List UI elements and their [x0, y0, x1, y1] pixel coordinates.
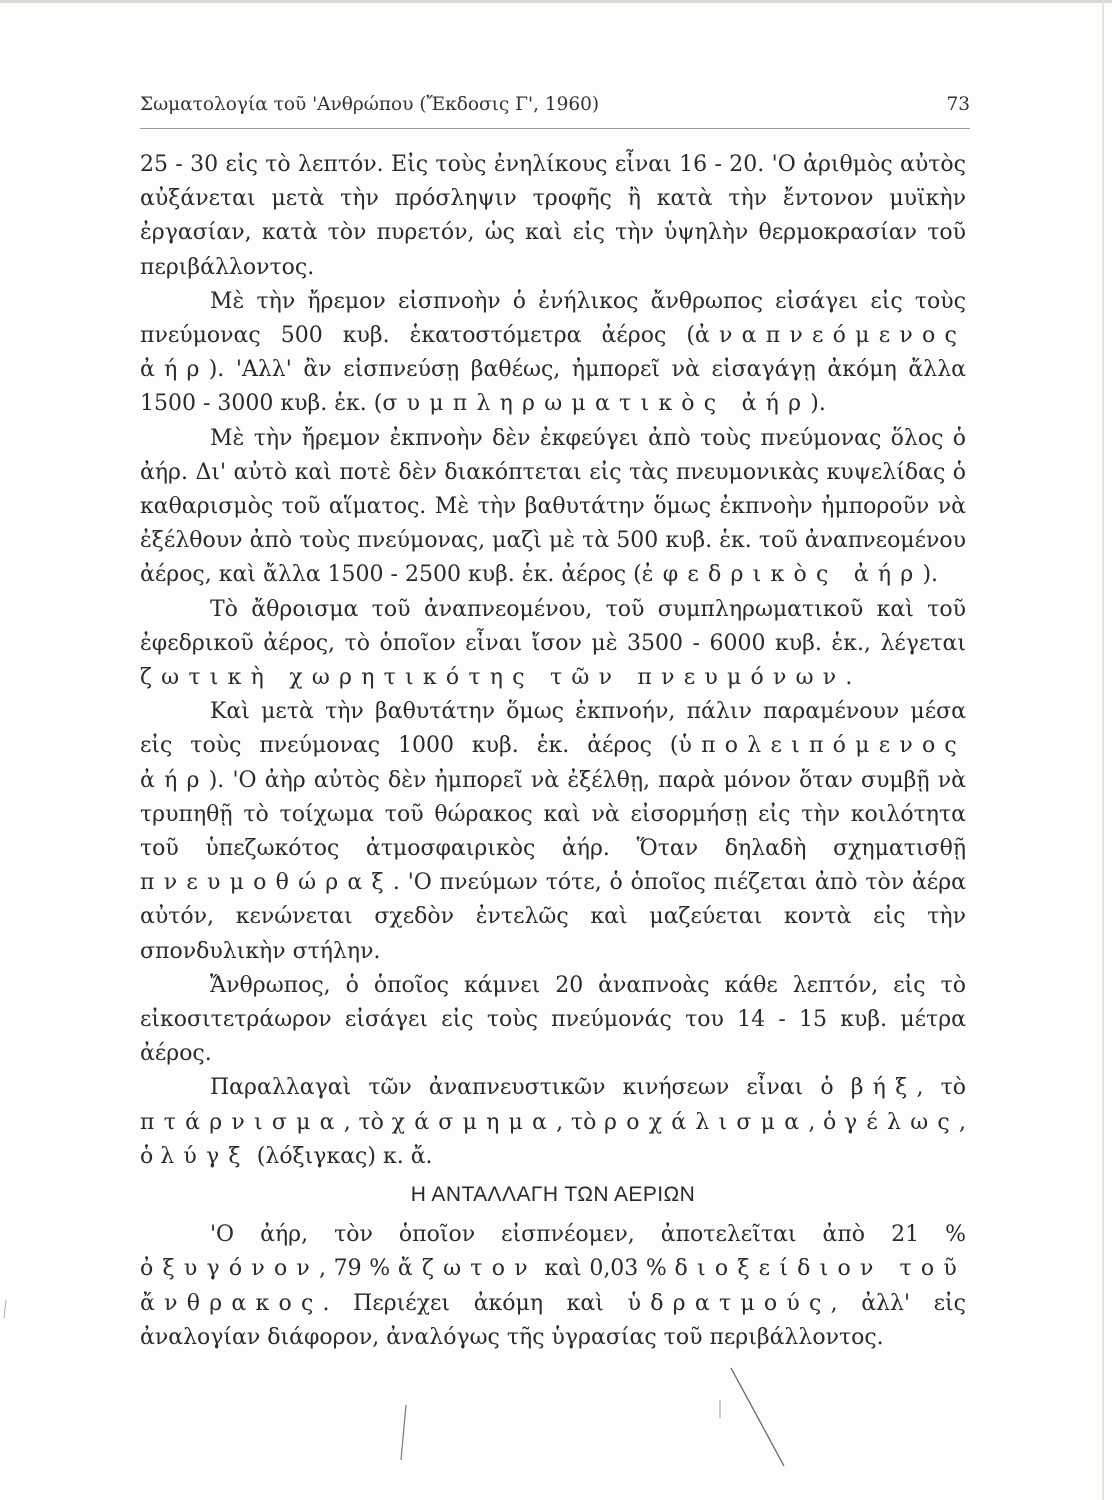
- pencil-stroke-left: [401, 1405, 406, 1460]
- spaced-term: ζωτικὴ χωρητικότης τῶν πνευμόνων: [140, 665, 846, 691]
- spaced-term: ἄζωτον: [397, 1256, 537, 1282]
- text-run: , 79 %: [319, 1256, 398, 1282]
- text-run: . 'Ο πνεύμων τότε, ὁ ὁποῖος πιέζεται ἀπὸ τὸν ἀέρα αὐτόν, κενώνεται σχεδὸν ἐντελῶς καὶ μαζεύεται κοντὰ εἰς τὴν σπονδυλικὴν στήλην.: [140, 870, 966, 964]
- spaced-term: ἐφεδρικὸς ἀήρ: [641, 562, 923, 588]
- text-run: . Περιέχει ἀκόμη καὶ: [322, 1290, 628, 1316]
- spaced-term: γέλως: [844, 1109, 959, 1135]
- text-run: (λόξιγκας) κ. ἄ.: [249, 1143, 433, 1169]
- text-run: Ἄνθρωπος, ὁ ὁποῖος κάμνει 20 ἀναπνοὰς κάθε λεπτόν, εἰς τὸ εἰκοσιτετράωρον εἰσάγει εἰς τοὺς πνεύμονάς του 14 - 15 κυβ. μέτρα ἀέρος.: [140, 972, 966, 1067]
- spaced-term: ὑπολειπόμενος ἀήρ: [140, 733, 966, 793]
- section-heading: Η ΑΝΤΑΛΛΑΓΗ ΤΩΝ ΑΕΡΙΩΝ: [410, 1183, 696, 1207]
- spaced-term: πτάρνισμα: [140, 1109, 344, 1135]
- text-run: ).: [810, 391, 826, 417]
- spaced-term: ἀναπνεόμενος ἀήρ: [140, 323, 966, 383]
- spaced-term: χάσμημα: [391, 1109, 557, 1135]
- text-run: Τὸ ἄθροισμα τοῦ ἀναπνεομένου, τοῦ συμπληρωματικοῦ καὶ τοῦ ἐφεδρικοῦ ἀέρος, τὸ ὁποῖον εἶναι ἴσον μὲ 3500 - 6000 κυβ. ἑκ., λέγεται: [140, 596, 966, 656]
- text-run: ). 'Αλλ' ἂν εἰσπνεύσῃ βαθέως, ἠμπορεῖ νὰ εἰσαγάγῃ ἀκόμη ἄλλα 1500 - 3000 κυβ. ἑκ. (: [140, 357, 966, 417]
- margin-mark: [4, 1300, 6, 1318]
- spaced-term: βήξ: [850, 1075, 917, 1101]
- spaced-term: διοξείδιον τοῦ ἄνθρακος: [140, 1256, 967, 1316]
- text-run: .: [845, 665, 853, 691]
- spaced-term: πνευμοθώραξ: [140, 870, 393, 896]
- text-run: 'Ο ἀήρ, τὸν ὁποῖον εἰσπνέομεν, ἀποτελεῖται ἀπὸ 21 %: [210, 1222, 966, 1248]
- spaced-term: ροχάλισμα: [604, 1109, 809, 1135]
- text-run: Μὲ τὴν ἤρεμον ἐκπνοὴν δὲν ἐκφεύγει ἀπὸ τοὺς πνεύμονας ὅλος ὁ ἀήρ. Δι' αὐτὸ καὶ ποτὲ δὲν διακόπτεται εἰς τὰς πνευμονικὰς κυψελίδας ὁ καθαρισμὸς τοῦ αἵματος. Μὲ τὴν βαθυτάτην ὅμως ἐκπνοὴν ἠμποροῦν νὰ ἐξέλθουν ἀπὸ τοὺς πνεύμονας, μαζὶ μὲ τὰ 500 κυβ. ἑκ. τοῦ ἀναπνεομένου ἀέρος, καὶ ἄλλα 1500 - 2500 κυβ. ἑκ. ἀέρος (: [140, 425, 966, 588]
- page-number: 73: [946, 94, 970, 115]
- text-run: , τὸ: [343, 1109, 392, 1135]
- text-run: ). 'Ο ἀὴρ αὐτὸς δὲν ἠμπορεῖ νὰ ἐξέλθῃ, παρὰ μόνον ὅταν συμβῇ νὰ τρυπηθῇ τὸ τοίχωμα τοῦ θώρακος καὶ νὰ εἰσορμήσῃ εἰς τὴν κοιλότητα τοῦ ὑπεζωκότος ἀτμοσφαιρικὸς ἀήρ. Ὅταν δηλαδὴ σχηματισθῇ: [140, 767, 966, 862]
- spaced-term: ὑδρατμούς: [627, 1290, 831, 1316]
- text-run: , ἀλλ' εἰς ἀναλογίαν διάφορον, ἀναλόγως τῆς ὑγρασίας τοῦ περιβάλλοντος.: [140, 1290, 966, 1350]
- text-run: , τὸ: [556, 1109, 605, 1135]
- spaced-term: ὀξυγόνον: [140, 1256, 320, 1282]
- text-run: , ὁ: [808, 1109, 845, 1135]
- text-run: , τὸ: [916, 1075, 966, 1101]
- spaced-term: λύγξ: [160, 1143, 250, 1169]
- text-run: Καὶ μετὰ τὴν βαθυτάτην ὅμως ἐκπνοήν, πάλιν παραμένουν μέσα εἰς τοὺς πνεύμονας 1000 κυβ. ἑκ. ἀέρος (: [140, 699, 966, 759]
- running-title: Σωματολογία τοῦ 'Ανθρώπου (Ἔκδοσις Γ', 1960): [140, 94, 600, 115]
- text-run: καὶ 0,03 %: [536, 1256, 675, 1282]
- text-run: 25 - 30 εἰς τὸ λεπτόν. Εἰς τοὺς ἐνηλίκους εἶναι 16 - 20. 'Ο ἀριθμὸς αὐτὸς αὐξάνεται μετὰ τὴν πρόσληψιν τροφῆς ἢ κατὰ τὴν ἔντονον μυϊκὴν ἐργασίαν, κατὰ τὸν πυρετόν, ὡς καὶ εἰς τὴν ὑψηλὴν θερμοκρασίαν τοῦ περιβάλλοντος.: [140, 152, 966, 280]
- spaced-term: συμπληρωματικὸς ἀήρ: [382, 391, 811, 417]
- text-run: , ὁ: [140, 1109, 966, 1169]
- text-run: Μὲ τὴν ἤρεμον εἰσπνοὴν ὁ ἐνήλικος ἄνθρωπος εἰσάγει εἰς τοὺς πνεύμονας 500 κυβ. ἑκατοστόμετρα ἀέρος (: [140, 288, 966, 349]
- text-run: Παραλλαγαὶ τῶν ἀναπνευστικῶν κινήσεων εἶναι ὁ: [210, 1075, 851, 1101]
- text-run: ).: [922, 562, 939, 588]
- pencil-stroke-diagonal: [731, 1368, 784, 1466]
